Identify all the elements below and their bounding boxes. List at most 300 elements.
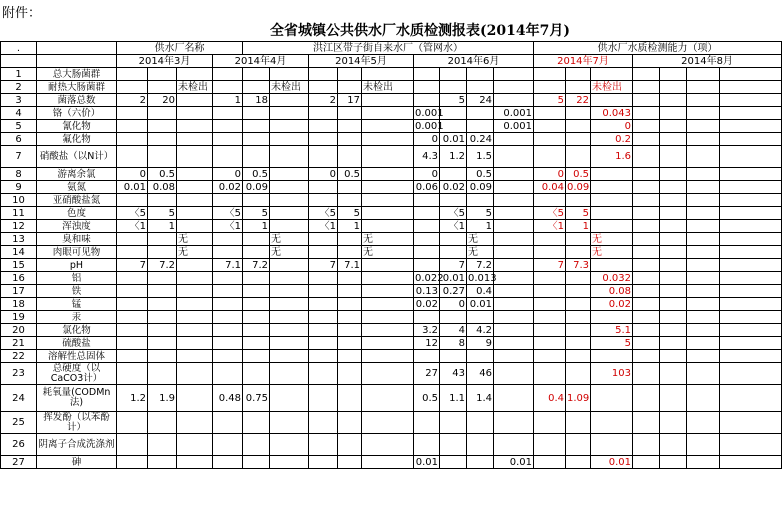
value-cell bbox=[213, 434, 243, 456]
value-cell bbox=[177, 272, 213, 285]
value-cell bbox=[177, 434, 213, 456]
value-cell: 〈1 bbox=[117, 220, 148, 233]
value-cell bbox=[117, 81, 148, 94]
value-cell bbox=[414, 350, 440, 363]
value-cell bbox=[494, 133, 534, 146]
empty-cell bbox=[633, 434, 660, 456]
value-cell bbox=[243, 324, 270, 337]
value-cell bbox=[213, 350, 243, 363]
value-cell: 0 bbox=[440, 298, 467, 311]
value-cell: 0.01 bbox=[440, 133, 467, 146]
value-cell bbox=[338, 412, 362, 434]
empty-cell bbox=[720, 133, 782, 146]
value-cell bbox=[309, 350, 338, 363]
value-cell bbox=[148, 350, 177, 363]
value-cell bbox=[177, 456, 213, 469]
value-cell: 0.75 bbox=[243, 385, 270, 412]
value-cell bbox=[309, 337, 338, 350]
value-cell: 1.6 bbox=[591, 146, 633, 168]
value-cell bbox=[270, 456, 309, 469]
value-cell: 0.13 bbox=[414, 285, 440, 298]
value-cell bbox=[362, 107, 414, 120]
value-cell bbox=[177, 181, 213, 194]
empty-cell bbox=[687, 133, 720, 146]
value-cell bbox=[414, 311, 440, 324]
empty-cell bbox=[720, 246, 782, 259]
parameter-name: 氰化物 bbox=[37, 120, 117, 133]
value-cell: 12 bbox=[414, 337, 440, 350]
value-cell: 7 bbox=[117, 259, 148, 272]
empty-cell bbox=[660, 311, 687, 324]
empty-cell bbox=[720, 385, 782, 412]
not-detected-cell: 无 bbox=[467, 246, 494, 259]
value-cell bbox=[338, 146, 362, 168]
value-cell: 1.9 bbox=[148, 385, 177, 412]
value-cell bbox=[243, 246, 270, 259]
value-cell bbox=[177, 220, 213, 233]
value-cell bbox=[243, 285, 270, 298]
value-cell bbox=[213, 146, 243, 168]
value-cell: 〈5 bbox=[117, 207, 148, 220]
empty-cell bbox=[687, 220, 720, 233]
value-cell bbox=[362, 146, 414, 168]
value-cell bbox=[338, 246, 362, 259]
value-cell bbox=[566, 233, 591, 246]
empty-cell bbox=[660, 259, 687, 272]
value-cell bbox=[309, 194, 338, 207]
parameter-name: pH bbox=[37, 259, 117, 272]
empty-cell bbox=[687, 181, 720, 194]
value-cell bbox=[338, 133, 362, 146]
value-cell bbox=[534, 363, 566, 385]
empty-cell bbox=[687, 434, 720, 456]
capability-label: 供水厂水质检测能力（项） bbox=[534, 42, 782, 55]
value-cell: 0.02 bbox=[213, 181, 243, 194]
water-quality-table bbox=[0, 41, 782, 469]
value-cell: 24 bbox=[467, 94, 494, 107]
value-cell bbox=[177, 194, 213, 207]
value-cell: 0.001 bbox=[415, 120, 444, 132]
value-cell bbox=[440, 81, 467, 94]
value-cell bbox=[270, 363, 309, 385]
value-cell bbox=[566, 81, 591, 94]
value-cell bbox=[414, 233, 440, 246]
value-cell bbox=[494, 298, 534, 311]
parameter-name: 总大肠菌群 bbox=[37, 68, 117, 81]
value-cell: 43 bbox=[440, 363, 467, 385]
value-cell bbox=[117, 412, 148, 434]
value-cell: 0.013 bbox=[468, 272, 497, 284]
value-cell: 0.4 bbox=[467, 285, 494, 298]
value-cell: 5 bbox=[566, 207, 591, 220]
empty-cell bbox=[687, 68, 720, 81]
empty-cell bbox=[687, 168, 720, 181]
value-cell: 0 bbox=[591, 120, 633, 133]
value-cell bbox=[362, 311, 414, 324]
parameter-name: 氟化物 bbox=[37, 133, 117, 146]
empty-cell bbox=[687, 107, 720, 120]
value-cell bbox=[117, 285, 148, 298]
value-cell: 0.04 bbox=[534, 181, 566, 194]
value-cell bbox=[440, 456, 467, 469]
value-cell bbox=[270, 168, 309, 181]
empty-cell bbox=[720, 412, 782, 434]
value-cell bbox=[591, 68, 633, 81]
value-cell bbox=[309, 68, 338, 81]
parameter-name: 色度 bbox=[37, 207, 117, 220]
parameter-name: 锰 bbox=[37, 298, 117, 311]
value-cell bbox=[177, 337, 213, 350]
value-cell bbox=[117, 233, 148, 246]
value-cell bbox=[362, 285, 414, 298]
empty-cell bbox=[633, 456, 660, 469]
value-cell bbox=[243, 412, 270, 434]
header-dot: . bbox=[1, 42, 37, 55]
not-detected-cell: 无 bbox=[177, 246, 213, 259]
value-cell bbox=[309, 412, 338, 434]
empty-cell bbox=[633, 181, 660, 194]
value-cell bbox=[117, 272, 148, 285]
value-cell bbox=[117, 194, 148, 207]
value-cell bbox=[440, 246, 467, 259]
row-number: 1 bbox=[1, 68, 37, 81]
value-cell bbox=[177, 168, 213, 181]
value-cell bbox=[566, 194, 591, 207]
empty-cell bbox=[687, 146, 720, 168]
value-cell bbox=[117, 298, 148, 311]
value-cell: 5 bbox=[148, 207, 177, 220]
value-cell bbox=[494, 385, 534, 412]
value-cell bbox=[117, 68, 148, 81]
value-cell bbox=[494, 434, 534, 456]
empty-cell bbox=[687, 81, 720, 94]
value-cell bbox=[566, 285, 591, 298]
value-cell: 〈5 bbox=[309, 207, 338, 220]
value-cell bbox=[362, 363, 414, 385]
empty-cell bbox=[660, 337, 687, 350]
value-cell bbox=[338, 81, 362, 94]
parameter-name: 耐热大肠菌群 bbox=[37, 81, 117, 94]
empty-cell bbox=[720, 337, 782, 350]
empty-cell bbox=[633, 168, 660, 181]
value-cell bbox=[148, 363, 177, 385]
empty-cell bbox=[720, 181, 782, 194]
parameter-name: 阴离子合成洗涤剂 bbox=[37, 434, 117, 456]
value-cell bbox=[309, 298, 338, 311]
value-cell bbox=[117, 246, 148, 259]
value-cell: 0 bbox=[414, 168, 440, 181]
value-cell: 〈5 bbox=[534, 207, 566, 220]
supplier-name: 洪江区带子街自来水厂（管网水） bbox=[243, 42, 534, 55]
value-cell bbox=[467, 107, 494, 120]
value-cell bbox=[177, 146, 213, 168]
empty-cell bbox=[687, 285, 720, 298]
value-cell bbox=[591, 207, 633, 220]
value-cell: 0.02 bbox=[414, 298, 440, 311]
value-cell bbox=[338, 385, 362, 412]
empty-cell bbox=[633, 272, 660, 285]
value-cell bbox=[362, 94, 414, 107]
value-cell bbox=[243, 272, 270, 285]
row-number: 26 bbox=[1, 434, 37, 456]
value-cell: 0.01 bbox=[440, 272, 467, 285]
row-number: 17 bbox=[1, 285, 37, 298]
empty-cell bbox=[633, 107, 660, 120]
empty-cell bbox=[633, 259, 660, 272]
report-title: 全省城镇公共供水厂水质检测报表(2014年7月) bbox=[270, 23, 570, 39]
value-cell bbox=[338, 272, 362, 285]
value-cell bbox=[243, 120, 270, 133]
value-cell bbox=[309, 363, 338, 385]
value-cell bbox=[362, 272, 414, 285]
value-cell bbox=[270, 324, 309, 337]
not-detected-cell: 无 bbox=[362, 246, 414, 259]
row-number: 27 bbox=[1, 456, 37, 469]
value-cell bbox=[338, 181, 362, 194]
value-cell: 7.2 bbox=[243, 259, 270, 272]
value-cell: 4 bbox=[440, 324, 467, 337]
value-cell: 1.2 bbox=[440, 146, 467, 168]
empty-cell bbox=[687, 324, 720, 337]
value-cell: 0.5 bbox=[414, 385, 440, 412]
parameter-name: 臭和味 bbox=[37, 233, 117, 246]
value-cell bbox=[270, 181, 309, 194]
value-cell: 2 bbox=[309, 94, 338, 107]
value-cell bbox=[534, 285, 566, 298]
empty-cell bbox=[720, 324, 782, 337]
value-cell bbox=[213, 194, 243, 207]
empty-cell bbox=[660, 456, 687, 469]
value-cell bbox=[213, 298, 243, 311]
empty-cell bbox=[660, 412, 687, 434]
value-cell bbox=[494, 285, 534, 298]
value-cell bbox=[566, 146, 591, 168]
empty-cell bbox=[660, 298, 687, 311]
value-cell bbox=[309, 133, 338, 146]
value-cell bbox=[362, 412, 414, 434]
value-cell bbox=[270, 68, 309, 81]
value-cell bbox=[213, 412, 243, 434]
value-cell: 7.1 bbox=[338, 259, 362, 272]
value-cell bbox=[338, 337, 362, 350]
parameter-name: 氨氮 bbox=[37, 181, 117, 194]
parameter-name: 总硬度（以CaCO3计） bbox=[37, 363, 117, 385]
value-cell bbox=[117, 107, 148, 120]
value-cell: 7 bbox=[309, 259, 338, 272]
value-cell bbox=[148, 337, 177, 350]
value-cell: 0.09 bbox=[467, 181, 494, 194]
empty-cell bbox=[720, 311, 782, 324]
value-cell: 0.01 bbox=[494, 456, 534, 469]
value-cell: 0.27 bbox=[440, 285, 467, 298]
row-number: 6 bbox=[1, 133, 37, 146]
row-number: 5 bbox=[1, 120, 37, 133]
value-cell bbox=[494, 246, 534, 259]
empty-cell bbox=[687, 412, 720, 434]
value-cell bbox=[467, 434, 494, 456]
value-cell bbox=[494, 181, 534, 194]
value-cell bbox=[309, 107, 338, 120]
value-cell bbox=[309, 324, 338, 337]
value-cell bbox=[591, 311, 633, 324]
value-cell bbox=[117, 337, 148, 350]
value-cell: 0.02 bbox=[440, 181, 467, 194]
empty-cell bbox=[720, 220, 782, 233]
value-cell: 〈1 bbox=[534, 220, 566, 233]
attachment-label: 附件： bbox=[2, 6, 42, 21]
row-number: 2 bbox=[1, 81, 37, 94]
value-cell bbox=[494, 68, 534, 81]
value-cell: 0.022 bbox=[415, 272, 444, 284]
row-number: 25 bbox=[1, 412, 37, 434]
value-cell bbox=[177, 350, 213, 363]
value-cell bbox=[534, 133, 566, 146]
value-cell: 103 bbox=[591, 363, 633, 385]
value-cell: 5 bbox=[591, 337, 633, 350]
value-cell: 7.1 bbox=[213, 259, 243, 272]
value-cell bbox=[270, 337, 309, 350]
value-cell: 0.01 bbox=[414, 456, 440, 469]
value-cell: 〈5 bbox=[213, 207, 243, 220]
value-cell bbox=[148, 107, 177, 120]
value-cell: 1.5 bbox=[467, 146, 494, 168]
not-detected-cell: 无 bbox=[591, 233, 633, 246]
value-cell bbox=[338, 107, 362, 120]
value-cell bbox=[494, 324, 534, 337]
value-cell: 0.5 bbox=[148, 168, 177, 181]
row-number: 8 bbox=[1, 168, 37, 181]
value-cell bbox=[213, 68, 243, 81]
empty-cell bbox=[687, 194, 720, 207]
empty-cell bbox=[687, 94, 720, 107]
row-number: 13 bbox=[1, 233, 37, 246]
value-cell bbox=[467, 350, 494, 363]
empty-cell bbox=[687, 272, 720, 285]
value-cell bbox=[494, 412, 534, 434]
value-cell bbox=[534, 298, 566, 311]
value-cell bbox=[566, 246, 591, 259]
not-detected-cell: 无 bbox=[270, 233, 309, 246]
empty-cell bbox=[660, 168, 687, 181]
value-cell bbox=[243, 311, 270, 324]
value-cell bbox=[494, 207, 534, 220]
value-cell bbox=[338, 363, 362, 385]
parameter-name: 挥发酚（以苯酚计） bbox=[37, 412, 117, 434]
empty-cell bbox=[633, 233, 660, 246]
value-cell bbox=[591, 220, 633, 233]
not-detected-cell: 未检出 bbox=[177, 81, 213, 94]
value-cell bbox=[148, 434, 177, 456]
empty-cell bbox=[633, 246, 660, 259]
value-cell: 0.24 bbox=[467, 133, 494, 146]
parameter-name: 菌落总数 bbox=[37, 94, 117, 107]
value-cell bbox=[213, 120, 243, 133]
parameter-name: 汞 bbox=[37, 311, 117, 324]
value-cell bbox=[177, 298, 213, 311]
value-cell bbox=[338, 456, 362, 469]
value-cell bbox=[566, 456, 591, 469]
value-cell bbox=[362, 207, 414, 220]
value-cell: 0.001 bbox=[494, 107, 534, 120]
value-cell bbox=[338, 298, 362, 311]
value-cell: 0 bbox=[117, 168, 148, 181]
value-cell bbox=[213, 133, 243, 146]
empty-cell bbox=[720, 298, 782, 311]
empty-cell bbox=[660, 146, 687, 168]
value-cell bbox=[338, 324, 362, 337]
value-cell bbox=[213, 337, 243, 350]
month-header: 2014年7月 bbox=[534, 55, 633, 68]
value-cell bbox=[309, 246, 338, 259]
row-number: 9 bbox=[1, 181, 37, 194]
value-cell bbox=[362, 337, 414, 350]
parameter-name: 游离余氯 bbox=[37, 168, 117, 181]
value-cell bbox=[362, 324, 414, 337]
value-cell bbox=[440, 194, 467, 207]
value-cell bbox=[309, 81, 338, 94]
empty-cell bbox=[720, 259, 782, 272]
value-cell bbox=[440, 350, 467, 363]
parameter-name: 硫酸盐 bbox=[37, 337, 117, 350]
value-cell bbox=[309, 120, 338, 133]
value-cell bbox=[566, 311, 591, 324]
value-cell: 9 bbox=[467, 337, 494, 350]
value-cell: 0.001 bbox=[494, 120, 534, 133]
value-cell bbox=[243, 194, 270, 207]
empty-cell bbox=[633, 94, 660, 107]
value-cell: 8 bbox=[440, 337, 467, 350]
value-cell: 2 bbox=[117, 94, 148, 107]
empty-cell bbox=[633, 120, 660, 133]
value-cell bbox=[148, 285, 177, 298]
value-cell: 0 bbox=[534, 168, 566, 181]
not-detected-cell: 未检出 bbox=[362, 81, 414, 94]
value-cell bbox=[338, 68, 362, 81]
value-cell bbox=[591, 434, 633, 456]
value-cell bbox=[148, 324, 177, 337]
value-cell bbox=[270, 350, 309, 363]
header-blank bbox=[37, 42, 117, 55]
value-cell bbox=[243, 456, 270, 469]
value-cell bbox=[213, 233, 243, 246]
value-cell bbox=[309, 434, 338, 456]
value-cell bbox=[362, 220, 414, 233]
value-cell: 〈1 bbox=[213, 220, 243, 233]
value-cell bbox=[566, 363, 591, 385]
empty-cell bbox=[720, 350, 782, 363]
value-cell bbox=[440, 233, 467, 246]
value-cell bbox=[362, 259, 414, 272]
parameter-name: 氯化物 bbox=[37, 324, 117, 337]
not-detected-cell: 无 bbox=[177, 233, 213, 246]
empty-cell bbox=[720, 434, 782, 456]
empty-cell bbox=[633, 385, 660, 412]
empty-cell bbox=[720, 107, 782, 120]
empty-cell bbox=[660, 246, 687, 259]
value-cell bbox=[309, 285, 338, 298]
value-cell bbox=[213, 311, 243, 324]
value-cell: 7.2 bbox=[467, 259, 494, 272]
value-cell bbox=[414, 434, 440, 456]
value-cell bbox=[148, 81, 177, 94]
value-cell: 18 bbox=[243, 94, 270, 107]
value-cell bbox=[440, 412, 467, 434]
value-cell bbox=[494, 311, 534, 324]
value-cell bbox=[414, 412, 440, 434]
empty-cell bbox=[660, 220, 687, 233]
empty-cell bbox=[720, 363, 782, 385]
empty-cell bbox=[720, 272, 782, 285]
